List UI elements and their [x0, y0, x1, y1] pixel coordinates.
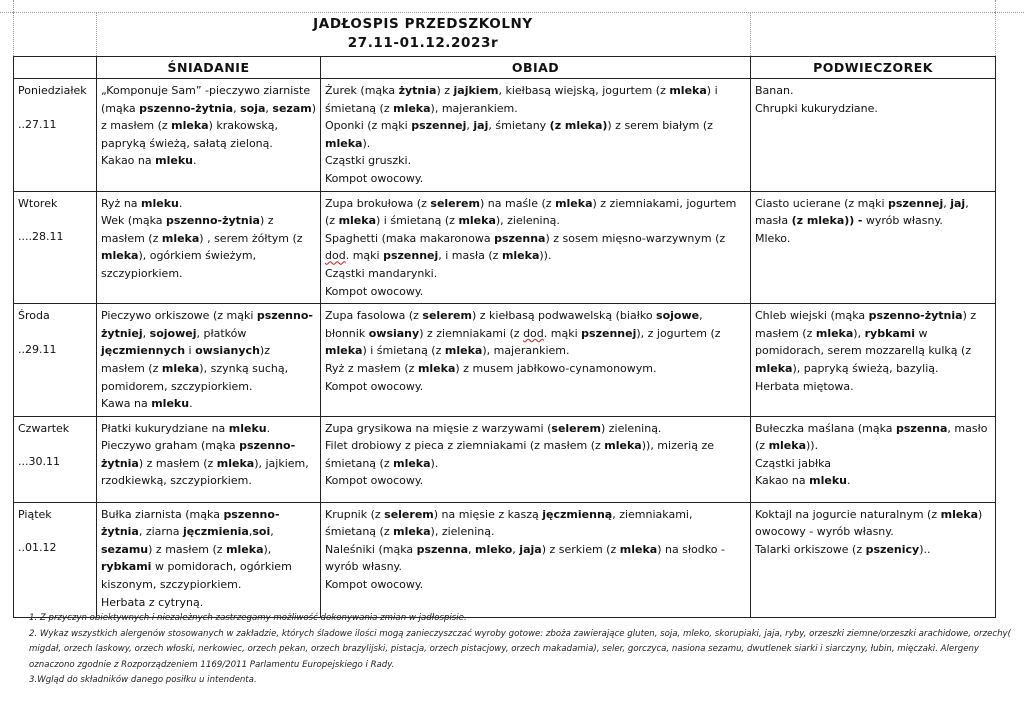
day-name: Czwartek [18, 421, 70, 435]
lunch-cell: Zupa brokułowa (z selerem) na maśle (z mleka) z ziemniakami, jogurtem (z mleka) i śmietaną (z mleka), zieleniną. Spaghetti (maka makaronowa pszenna) z sosem mięsno-warzywnym (z dod. mąki pszennej, i masła (z mleka)). Cząstki mandarynki. Kompot owocowy. [321, 191, 751, 304]
lunch-cell: Zupa grysikowa na mięsie z warzywami (selerem) zieleniną. Filet drobiowy z pieca z ziemniakami (z masłem (z mleka)), mizerią ze śmietaną (z mleka). Kompot owocowy. [321, 416, 751, 502]
header-snack: PODWIECZOREK [751, 57, 996, 79]
day-date: ...30.11 [18, 455, 60, 469]
breakfast-cell: Bułka ziarnista (mąka pszenno-żytnia, ziarna jęczmienia,soi, sezamu) z masłem (z mleka), rybkami w pomidorach, ogórkiem kiszonym, szczypiorkiem. Herbata z cytryną. [97, 502, 321, 617]
margin-guide-right [995, 0, 996, 12]
menu-title: JADŁOSPIS PRZEDSZKOLNY [313, 16, 533, 32]
menu-row [14, 416, 996, 502]
day-cell [14, 416, 97, 502]
day-date: ..29.11 [18, 342, 57, 356]
margin-guide-left [13, 0, 14, 12]
day-cell [14, 79, 97, 192]
lunch-cell: Krupnik (z selerem) na mięsie z kaszą jęczmienną, ziemniakami, śmietaną (z mleka), zieleniną. Naleśniki (mąka pszenna, mleko, jaja) z serkiem (z mleka) na słodko - wyrób własny. Kompot owocowy. [321, 502, 751, 617]
margin-guide-top [0, 12, 13, 13]
breakfast-cell: Pieczywo orkiszowe (z mąki pszenno-żytniej, sojowej, płatków jęczmiennych i owsianych)z masłem (z mleka), szynką suchą, pomidorem, szczypiorkiem. Kawa na mleku. [97, 304, 321, 417]
footnotes [29, 611, 1019, 689]
day-date: ..01.12 [18, 541, 57, 555]
menu-table [13, 56, 996, 618]
breakfast-cell: Płatki kukurydziane na mleku. Pieczywo graham (mąka pszenno-żytnia) z masłem (z mleka), jajkiem, rzodkiewką, szczypiorkiem. [97, 416, 321, 502]
lunch-cell: Żurek (mąka żytnia) z jajkiem, kiełbasą wiejską, jogurtem (z mleka) i śmietaną (z mleka), majerankiem. Oponki (z mąki pszennej, jaj, śmietany (z mleka)) z serem białym (z mleka). Cząstki gruszki. Kompot owocowy. [321, 79, 751, 192]
day-cell [14, 304, 97, 417]
menu-row [14, 502, 996, 617]
footnote-3: 3.Wgląd do składników danego posiłku u intendenta. [29, 675, 257, 685]
snack-cell: Ciasto ucierane (z mąki pszennej, jaj, masła (z mleka)) - wyrób własny. Mleko. [751, 191, 996, 304]
header-day [14, 57, 97, 79]
lunch-cell: Zupa fasolowa (z selerem) z kiełbasą podwawelską (białko sojowe, błonnik owsiany) z ziemniakami (z dod. mąki pszennej), z jogurtem (z mleka) i śmietaną (z mleka), majerankiem. Ryż z masłem (z mleka) z musem jabłkowo-cynamonowym. Kompot owocowy. [321, 304, 751, 417]
day-cell [14, 191, 97, 304]
snack-cell: Koktajl na jogurcie naturalnym (z mleka) owocowy - wyrób własny. Talarki orkiszowe (z pszenicy).. [751, 502, 996, 617]
day-cell [14, 502, 97, 617]
footnote-2: 2. Wykaz wszystkich alergenów stosowanych w zakładzie, których śladowe ilości mogą zanieczyszczać wyroby gotowe: zboża zawierające gluten, soja, mleko, skorupiaki, jaja, ryby, orzeszki ziemne/orzeszki arachidowe, orzechy( migdał, orzech laskowy, orzech włoski, nerkowiec, orzech pekan, orzech brazylijski, pistacja, orzech pistacjowy, orzech makadamia), seler, gorczyca, nasiona sezamu, dwutlenek siarki i siarczyny, łubin, mięczaki. Alergeny oznaczono zgodnie z Rozporządzeniem 1169/2011 Parlamentu Europejskiego i Rady. [29, 628, 1011, 670]
menu-date-range: 27.11-01.12.2023r [347, 35, 499, 51]
snack-cell: Banan. Chrupki kukurydziane. [751, 79, 996, 192]
menu-row [14, 304, 996, 417]
header-lunch: OBIAD [321, 57, 751, 79]
day-name: Środa [18, 309, 50, 323]
header-breakfast: ŚNIADANIE [97, 57, 321, 79]
header-row [14, 57, 996, 79]
day-name: Poniedziałek [18, 84, 87, 97]
margin-guide-top-right [995, 12, 1024, 13]
day-name: Wtorek [18, 196, 58, 210]
menu-row [14, 79, 996, 192]
snack-cell: Chleb wiejski (mąka pszenno-żytnia) z masłem (z mleka), rybkami w pomidorach, serem mozzarellą kulką (z mleka), papryką świeżą, bazylią. Herbata miętowa. [751, 304, 996, 417]
footnote-1: 1. Z przyczyn obiektywnych i niezależnych zastrzegamy możliwość dokonywania zmian w jadłospisie. [29, 613, 467, 623]
day-date: ....28.11 [18, 230, 64, 244]
day-date: ..27.11 [18, 117, 57, 131]
title-box [13, 12, 995, 56]
day-name: Piątek [18, 507, 52, 521]
breakfast-cell: „Komponuje Sam” -pieczywo ziarniste (mąka pszenno-żytnia, soja, sezam) z masłem (z mleka) krakowską, papryką świeżą, sałatą zieloną. Kakao na mleku. [97, 79, 321, 192]
snack-cell: Bułeczka maślana (mąka pszenna, masło (z mleka)). Cząstki jabłka Kakao na mleku. [751, 416, 996, 502]
breakfast-cell: Ryż na mleku. Wek (mąka pszenno-żytnia) z masłem (z mleka) , serem żółtym (z mleka), ogórkiem świeżym, szczypiorkiem. [97, 191, 321, 304]
menu-row [14, 191, 996, 304]
